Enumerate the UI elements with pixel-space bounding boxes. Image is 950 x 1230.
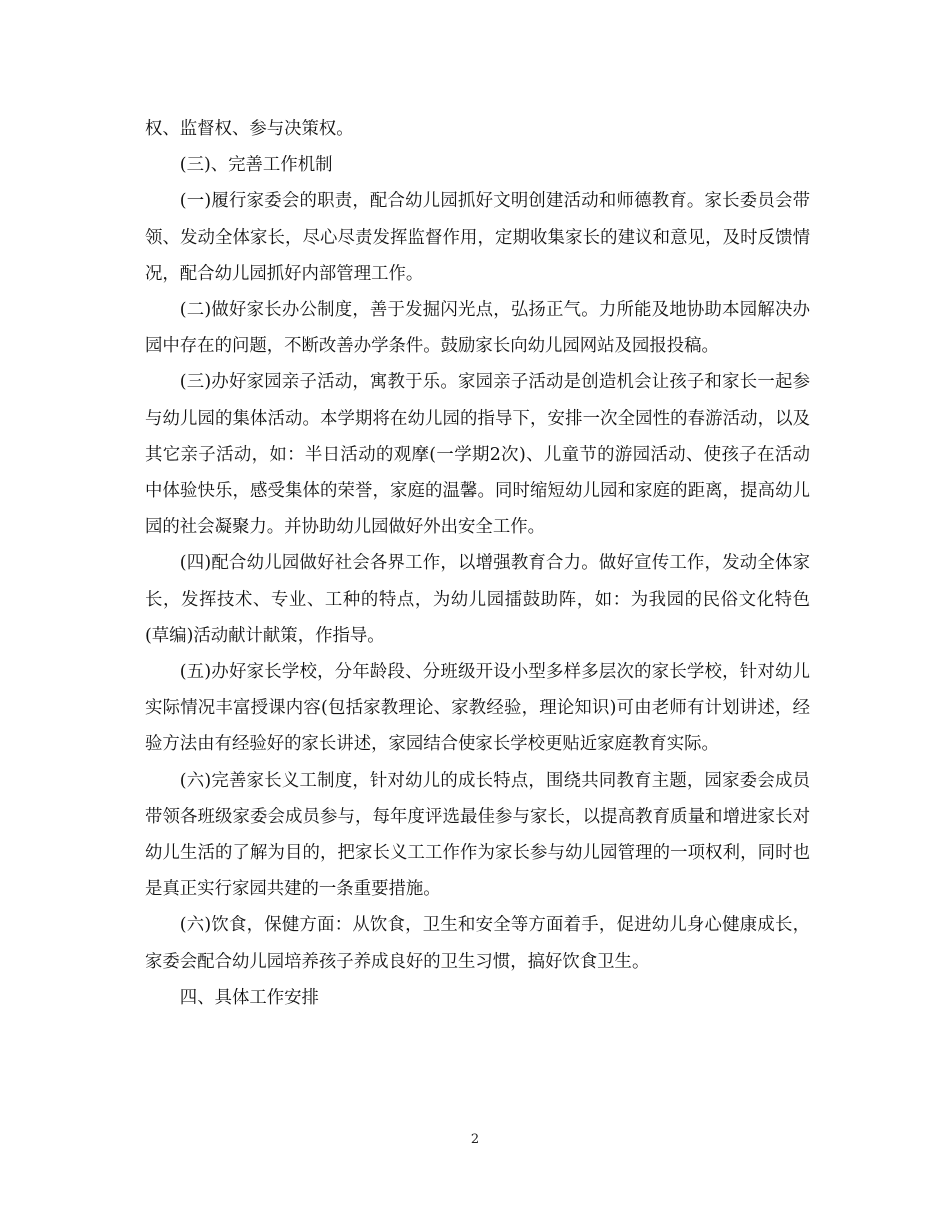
- page-number: 2: [470, 1132, 480, 1147]
- section-heading-work-arrangement: 四、具体工作安排: [179, 987, 319, 1008]
- body-text: [145, 111, 810, 1016]
- paragraph-item-3: (三)办好家园亲子活动，寓教于乐。家园亲子活动是创造机会让孩子和家长一起参与幼儿园的集体活动。本学期将在幼儿园的指导下，安排一次全园性的春游活动，以及其它亲子活动，如：半日活动的观摩(一学期2次)、儿童节的游园活动、使孩子在活动中体验快乐，感受集体的荣誉，家庭的温馨。同时缩短幼儿园和家庭的距离，提高幼儿园的社会凝聚力。并协助幼儿园做好外出安全工作。: [145, 372, 810, 538]
- paragraph-item-5: (五)办好家长学校，分年龄段、分班级开设小型多样多层次的家长学校，针对幼儿实际情况丰富授课内容(包括家教理论、家教经验，理论知识)可由老师有计划讲述，经验方法由有经验好的家长讲述，家园结合使家长学校更贴近家庭教育实际。: [145, 662, 810, 755]
- paragraph-item-1: (一)履行家委会的职责，配合幼儿园抓好文明创建活动和师德教育。家长委员会带领、发动全体家长，尽心尽责发挥监督作用，定期收集家长的建议和意见，及时反馈情况，配合幼儿园抓好内部管理工作。: [145, 191, 810, 284]
- paragraph-item-4: (四)配合幼儿园做好社会各界工作，以增强教育合力。做好宣传工作，发动全体家长，发挥技术、专业、工种的特点，为幼儿园擂鼓助阵，如：为我园的民俗文化特色(草编)活动献计献策，作指导。: [145, 553, 810, 646]
- paragraph-item-2: (二)做好家长办公制度，善于发掘闪光点，弘扬正气。力所能及地协助本园解决办园中存在的问题，不断改善办学条件。鼓励家长向幼儿园网站及园报投稿。: [145, 300, 810, 357]
- paragraph-continuation: 权、监督权、参与决策权。: [145, 119, 354, 139]
- section-heading-improve-mechanism: (三)、完善工作机制: [179, 155, 333, 176]
- paragraph-item-6b: (六)饮食，保健方面：从饮食，卫生和安全等方面着手，促进幼儿身心健康成长，家委会配合幼儿园培养孩子养成良好的卫生习惯，搞好饮食卫生。: [145, 915, 810, 972]
- paragraph-item-6: (六)完善家长义工制度，针对幼儿的成长特点，围绕共同教育主题，园家委会成员带领各班级家委会成员参与，每年度评选最佳参与家长，以提高教育质量和增进家长对幼儿生活的了解为目的，把家长义工工作作为家长参与幼儿园管理的一项权利，同时也是真正实行家园共建的一条重要措施。: [145, 770, 810, 900]
